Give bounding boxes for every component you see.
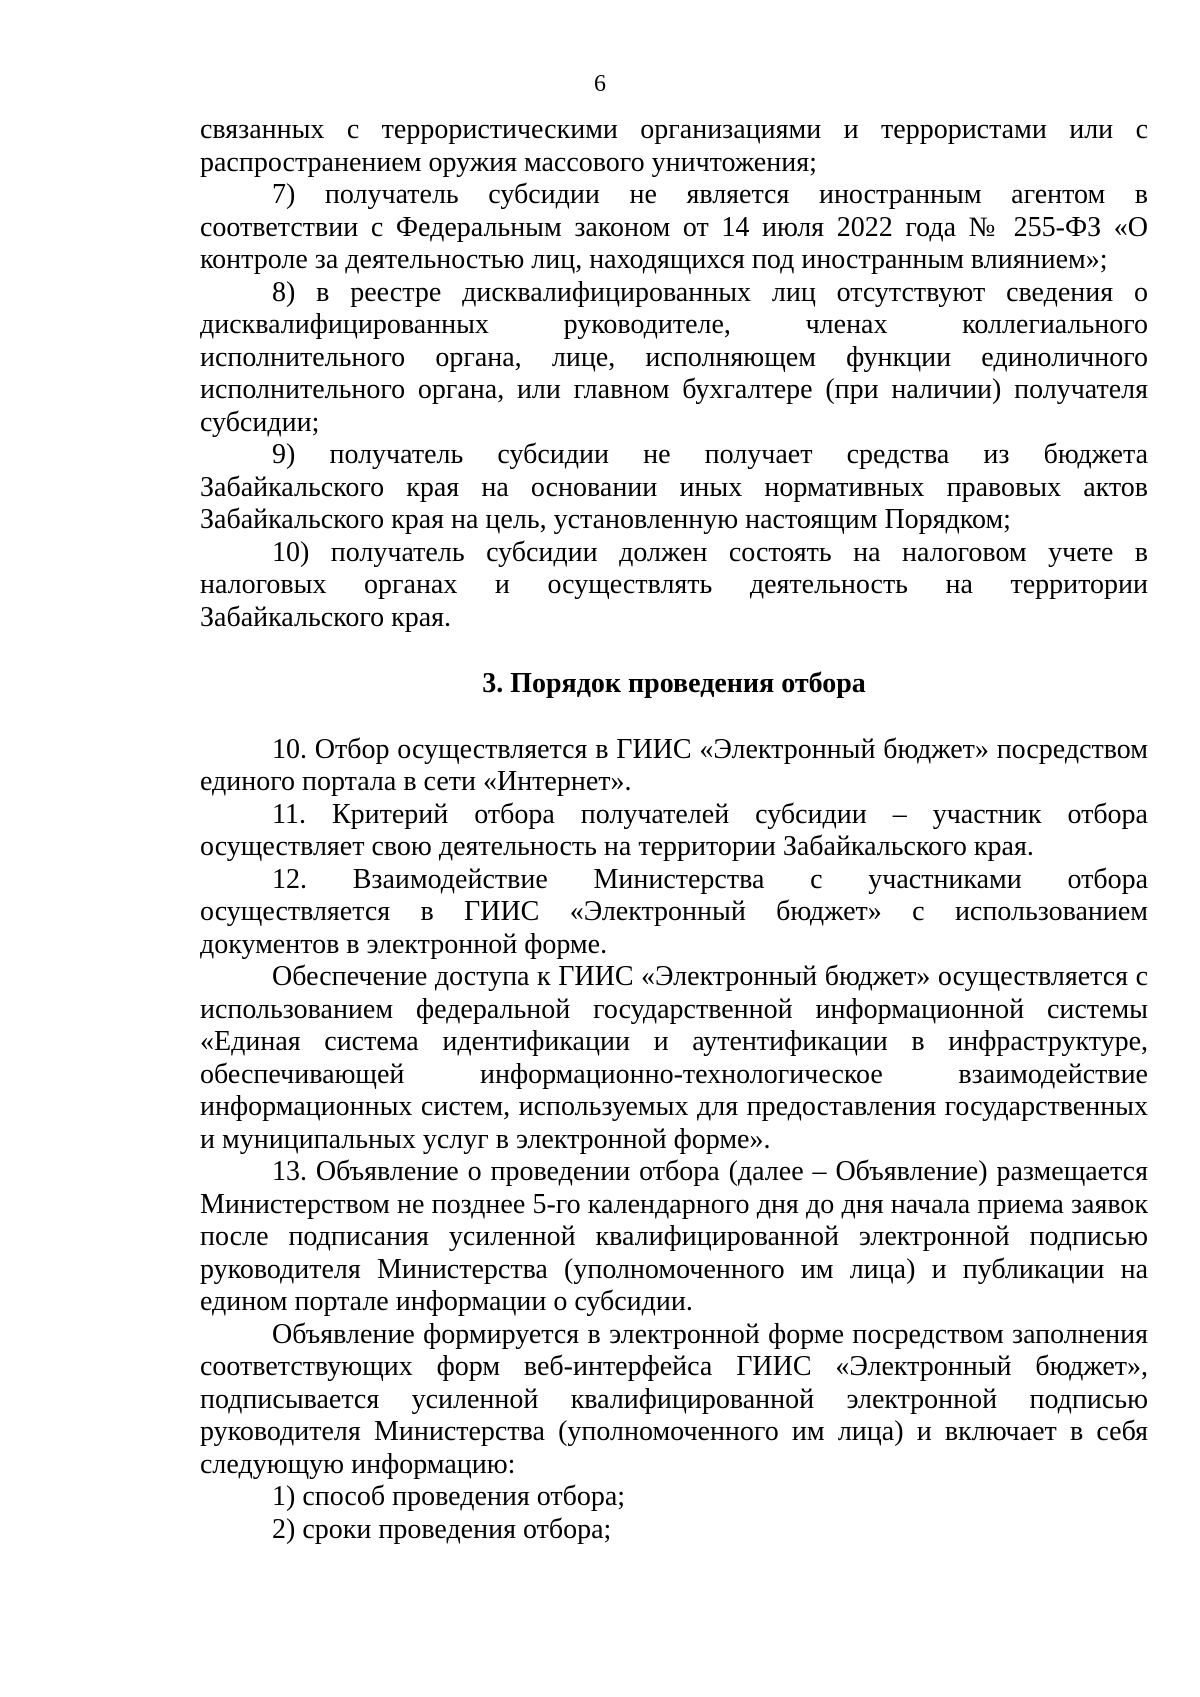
clause-13-announcement: Объявление формируется в электронной форме посредством заполнения соответствующих форм веб-интерфейса ГИИС «Электронный бюджет», подписывается усиленной квалифицированной электронной подписью руководителя Министерства (уполномоченного им лица) и включает в себя следующую информацию: bbox=[200, 1318, 1148, 1480]
clause-11: 11. Критерий отбора получателей субсидии – участник отбора осуществляет свою деятельность на территории Забайкальского края. bbox=[200, 798, 1148, 862]
clause-12-access: Обеспечение доступа к ГИИС «Электронный бюджет» осуществляется с использованием федеральной государственной информационной системы «Единая система идентификации и аутентификации в инфраструктуре, обеспечивающей информационно-технологическое взаимодействие информационных систем, используемых для предоставления государственных и муниципальных услуг в электронной форме». bbox=[200, 961, 1148, 1155]
clause-12: 12. Взаимодействие Министерства с участниками отбора осуществляется в ГИИС «Электронный бюджет» с использованием документов в электронной форме. bbox=[200, 863, 1148, 960]
clause-13: 13. Объявление о проведении отбора (далее – Объявление) размещается Министерством не позднее 5-го календарного дня до дня начала приема заявок после подписания усиленной квалифицированной электронной подписью руководителя Министерства (уполномоченного им лица) и публикации на едином портале информации о субсидии. bbox=[200, 1156, 1148, 1317]
document-body bbox=[200, 114, 1148, 1546]
section-heading: 3. Порядок проведения отбора bbox=[482, 668, 866, 699]
list-item-9: 9) получатель субсидии не получает средства из бюджета Забайкальского края на основании иных нормативных правовых актов Забайкальского края на цель, установленную настоящим Порядком; bbox=[200, 439, 1148, 535]
page-number: 6 bbox=[594, 71, 606, 97]
info-item-2: 2) сроки проведения отбора; bbox=[272, 1513, 612, 1545]
list-item-10: 10) получатель субсидии должен состоять на налоговом учете в налоговых органах и осуществлять деятельность на территории Забайкальского края. bbox=[200, 536, 1148, 633]
paragraph-continuation: связанных с террористическими организациями и террористами или с распространением оружия массового уничтожения; bbox=[200, 114, 1148, 178]
info-item-1: 1) способ проведения отбора; bbox=[272, 1481, 626, 1512]
clause-10: 10. Отбор осуществляется в ГИИС «Электронный бюджет» посредством единого портала в сети «Интернет». bbox=[200, 733, 1148, 797]
list-item-8: 8) в реестре дисквалифицированных лиц отсутствуют сведения о дисквалифицированных руководителе, членах коллегиального исполнительного органа, лице, исполняющем функции единоличного исполнительного органа, или главном бухгалтере (при наличии) получателя субсидии; bbox=[200, 276, 1148, 438]
list-item-7: 7) получатель субсидии не является иностранным агентом в соответствии с Федеральным законом от 14 июля 2022 года № 255-ФЗ «О контроле за деятельностью лиц, находящихся под иностранным влиянием»; bbox=[200, 179, 1148, 275]
